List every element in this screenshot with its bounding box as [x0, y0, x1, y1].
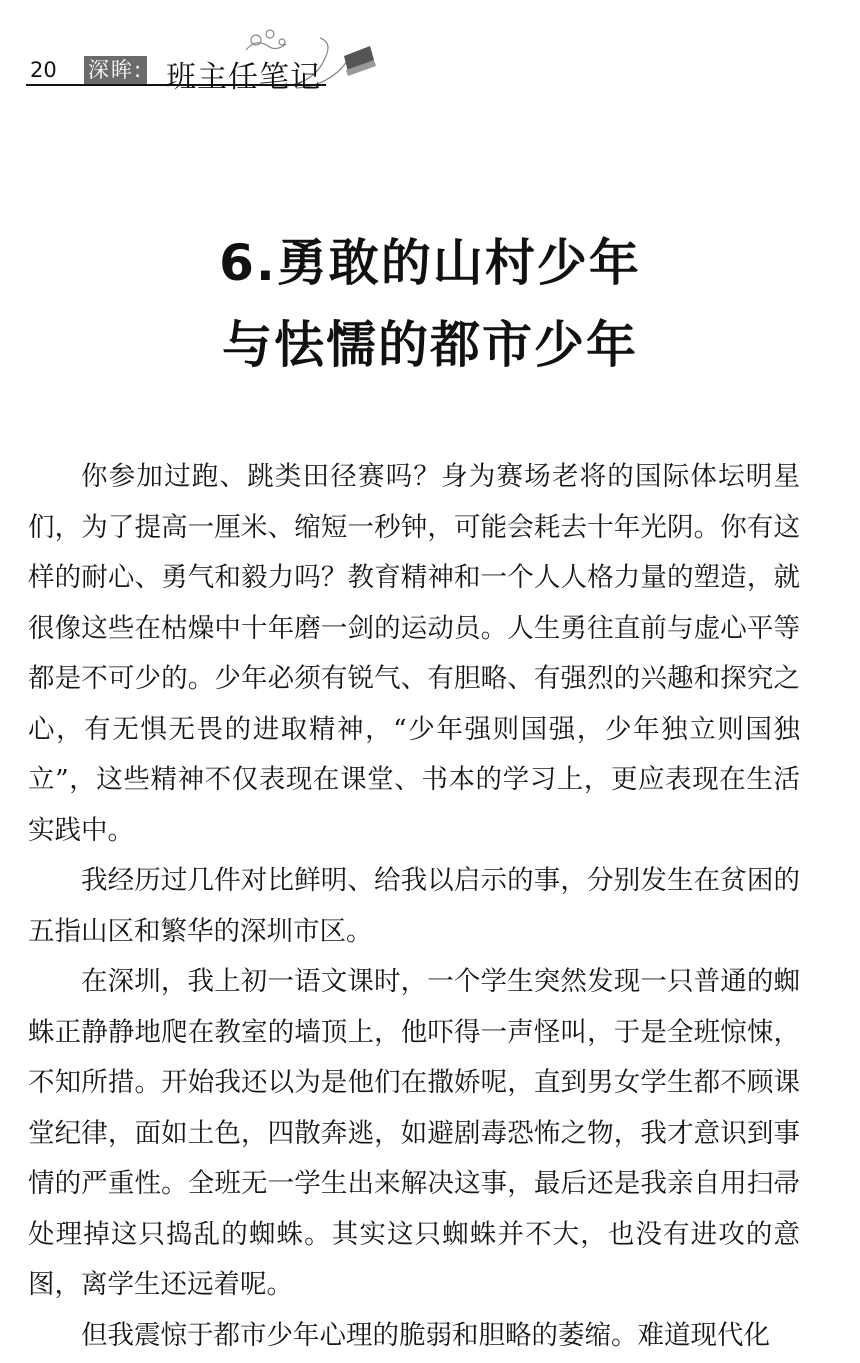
book-title: 班主任笔记	[166, 60, 321, 95]
series-label: 深眸:	[84, 56, 147, 84]
paragraph: 你参加过跑、跳类田径赛吗？身为赛场老将的国际体坛明星们，为了提高一厘米、缩短一秒钟，可能会耗去十年光阴。你有这样的耐心、勇气和毅力吗？教育精神和一个人人格力量的塑造，就很像这些在枯燥中十年磨一剑的运动员。人生勇往直前与虚心平等都是不可少的。少年必须有锐气、有胆略、有强烈的兴趣和探究之心，有无惧无畏的进取精神，“少年强则国强，少年独立则国独立”，这些精神不仅表现在课堂、书本的学习上，更应表现在生活实践中。	[28, 461, 800, 846]
running-header	[26, 26, 386, 96]
paragraph: 在深圳，我上初一语文课时，一个学生突然发现一只普通的蜘蛛正静静地爬在教室的墙顶上，他吓得一声怪叫，于是全班惊悚，不知所措。开始我还以为是他们在撒娇呢，直到男女学生都不顾课堂纪律，面如土色，四散奔逃，如避剧毒恐怖之物，我才意识到事情的严重性。全班无一学生出来解决这事，最后还是我亲自用扫帚处理掉这只捣乱的蜘蛛。其实这只蜘蛛并不大，也没有进攻的意图，离学生还远着呢。	[28, 966, 800, 1300]
paragraph: 我经历过几件对比鲜明、给我以启示的事，分别发生在贫困的五指山区和繁华的深圳市区。	[28, 865, 800, 947]
chapter-title-line-2: 与怯懦的都市少年	[222, 316, 638, 374]
chapter-title	[0, 222, 860, 386]
page-number: 20	[30, 58, 57, 82]
chapter-title-line-1: 6.勇敢的山村少年	[219, 234, 641, 292]
paragraph: 但我震惊于都市少年心理的脆弱和胆略的萎缩。难道现代化	[81, 1319, 770, 1351]
body-text	[28, 452, 800, 1361]
